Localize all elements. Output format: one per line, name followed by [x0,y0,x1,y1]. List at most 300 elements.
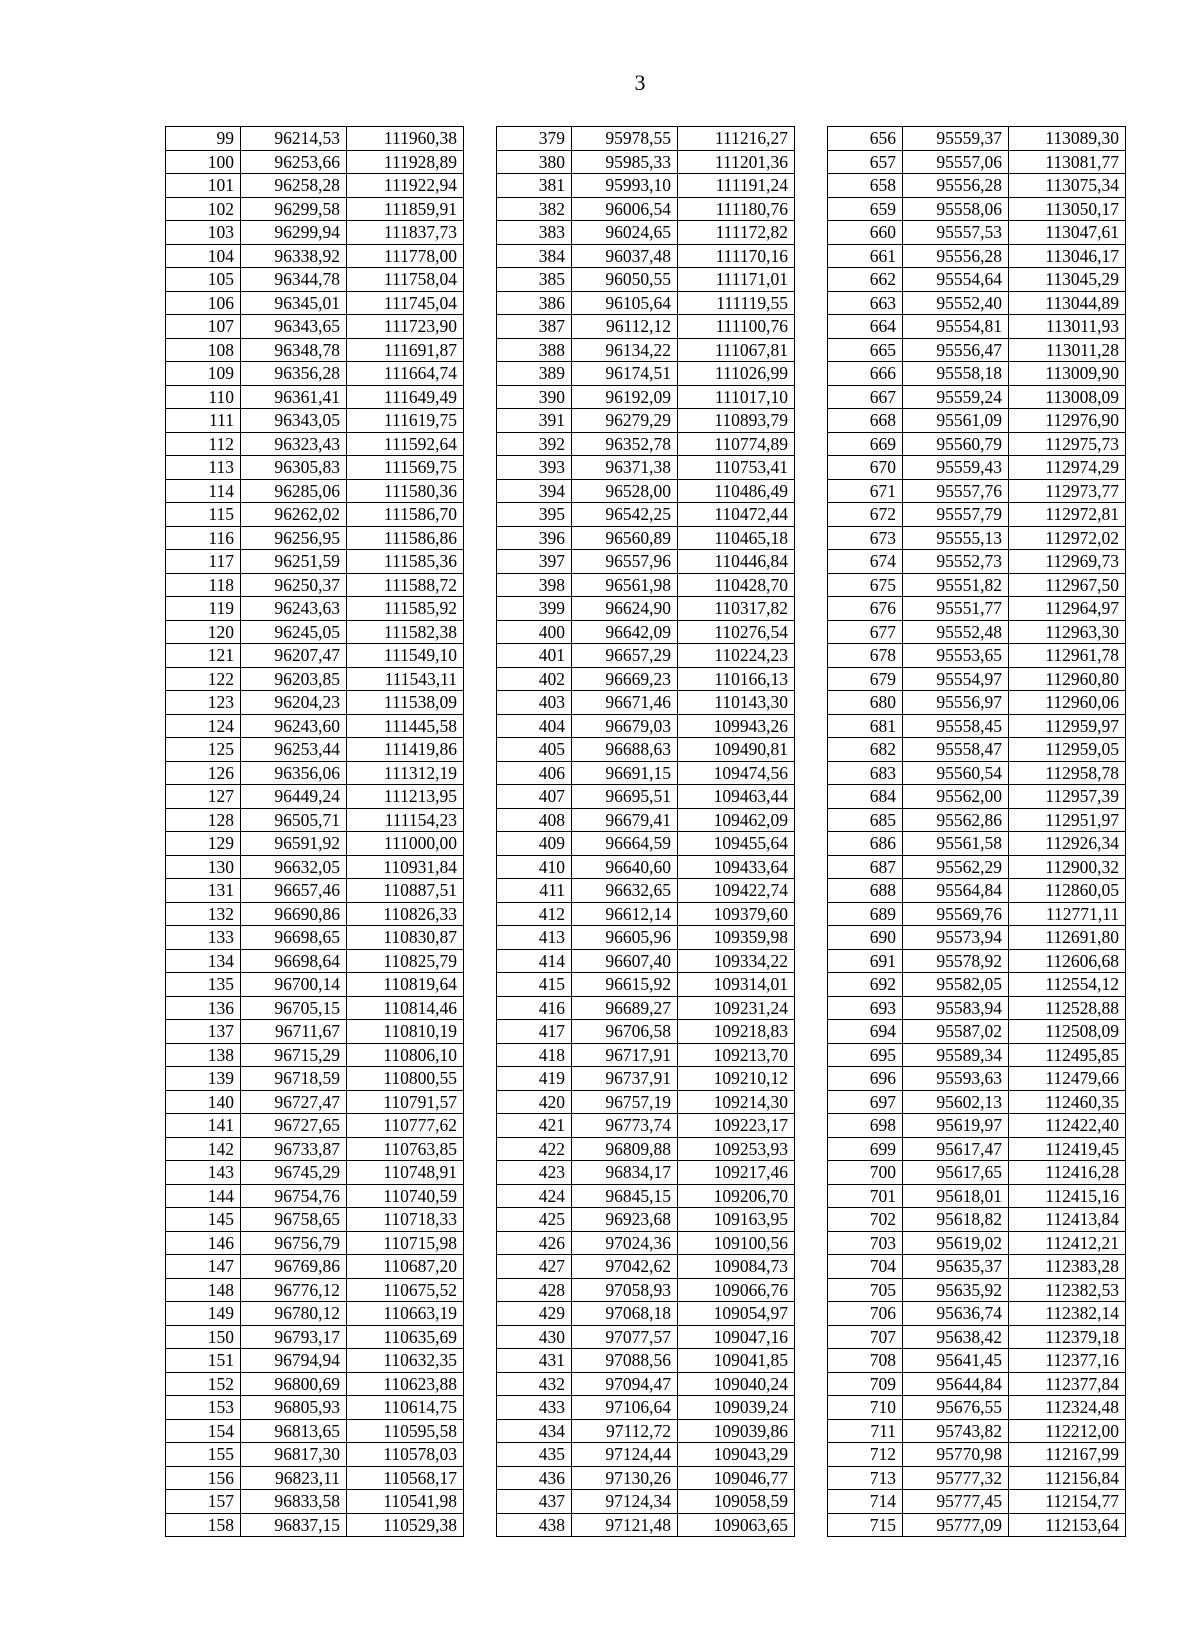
y-coordinate-cell: 110224,23 [678,644,795,668]
point-number-cell: 418 [497,1043,572,1067]
x-coordinate-cell: 96505,71 [241,808,347,832]
x-coordinate-cell: 96698,65 [241,926,347,950]
x-coordinate-cell: 96323,43 [241,432,347,456]
y-coordinate-cell: 111026,99 [678,362,795,386]
x-coordinate-cell: 96727,47 [241,1090,347,1114]
point-number-cell: 688 [828,879,903,903]
x-coordinate-cell: 95619,02 [903,1231,1009,1255]
point-number-cell: 419 [497,1067,572,1091]
point-number-cell: 695 [828,1043,903,1067]
y-coordinate-cell: 110777,62 [347,1114,464,1138]
x-coordinate-cell: 95573,94 [903,926,1009,950]
y-coordinate-cell: 109210,12 [678,1067,795,1091]
x-coordinate-cell: 96207,47 [241,644,347,668]
column-spacer [795,1208,828,1232]
point-number-cell: 416 [497,996,572,1020]
y-coordinate-cell: 109334,22 [678,949,795,973]
column-spacer [464,150,497,174]
y-coordinate-cell: 112691,80 [1009,926,1126,950]
y-coordinate-cell: 111586,70 [347,503,464,527]
x-coordinate-cell: 96591,92 [241,832,347,856]
y-coordinate-cell: 111745,04 [347,291,464,315]
column-spacer [464,1067,497,1091]
table-row [166,761,1126,785]
y-coordinate-cell: 110317,82 [678,597,795,621]
point-number-cell: 421 [497,1114,572,1138]
x-coordinate-cell: 96251,59 [241,550,347,574]
point-number-cell: 137 [166,1020,241,1044]
point-number-cell: 121 [166,644,241,668]
point-number-cell: 135 [166,973,241,997]
column-spacer [464,879,497,903]
y-coordinate-cell: 110595,58 [347,1419,464,1443]
x-coordinate-cell: 97124,34 [572,1490,678,1514]
point-number-cell: 420 [497,1090,572,1114]
point-number-cell: 130 [166,855,241,879]
x-coordinate-cell: 95558,47 [903,738,1009,762]
column-spacer [464,127,497,151]
y-coordinate-cell: 110687,20 [347,1255,464,1279]
y-coordinate-cell: 111588,72 [347,573,464,597]
x-coordinate-cell: 96711,67 [241,1020,347,1044]
column-spacer [795,973,828,997]
x-coordinate-cell: 95557,76 [903,479,1009,503]
x-coordinate-cell: 96624,90 [572,597,678,621]
column-spacer [795,785,828,809]
point-number-cell: 413 [497,926,572,950]
y-coordinate-cell: 111154,23 [347,808,464,832]
table-row [166,1137,1126,1161]
point-number-cell: 427 [497,1255,572,1279]
x-coordinate-cell: 96698,64 [241,949,347,973]
point-number-cell: 153 [166,1396,241,1420]
column-spacer [464,996,497,1020]
column-spacer [795,291,828,315]
point-number-cell: 433 [497,1396,572,1420]
point-number-cell: 140 [166,1090,241,1114]
y-coordinate-cell: 112964,97 [1009,597,1126,621]
point-number-cell: 670 [828,456,903,480]
point-number-cell: 388 [497,338,572,362]
table-row [166,268,1126,292]
table-row [166,197,1126,221]
column-spacer [464,761,497,785]
y-coordinate-cell: 110276,54 [678,620,795,644]
y-coordinate-cell: 109039,86 [678,1419,795,1443]
column-spacer [795,338,828,362]
point-number-cell: 385 [497,268,572,292]
y-coordinate-cell: 111216,27 [678,127,795,151]
y-coordinate-cell: 109163,95 [678,1208,795,1232]
point-number-cell: 115 [166,503,241,527]
table-row [166,1161,1126,1185]
table-row [166,1302,1126,1326]
column-spacer [464,174,497,198]
column-spacer [795,1020,828,1044]
table-row [166,667,1126,691]
point-number-cell: 401 [497,644,572,668]
column-spacer [464,1255,497,1279]
column-spacer [464,268,497,292]
x-coordinate-cell: 96253,44 [241,738,347,762]
table-row [166,1278,1126,1302]
y-coordinate-cell: 112974,29 [1009,456,1126,480]
table-row [166,1090,1126,1114]
point-number-cell: 700 [828,1161,903,1185]
point-number-cell: 694 [828,1020,903,1044]
x-coordinate-cell: 95552,73 [903,550,1009,574]
y-coordinate-cell: 112379,18 [1009,1325,1126,1349]
x-coordinate-cell: 95582,05 [903,973,1009,997]
column-spacer [795,620,828,644]
x-coordinate-cell: 95770,98 [903,1443,1009,1467]
column-spacer [795,315,828,339]
point-number-cell: 706 [828,1302,903,1326]
y-coordinate-cell: 112156,84 [1009,1466,1126,1490]
y-coordinate-cell: 112926,34 [1009,832,1126,856]
x-coordinate-cell: 96605,96 [572,926,678,950]
column-spacer [795,1513,828,1537]
x-coordinate-cell: 95554,81 [903,315,1009,339]
y-coordinate-cell: 112554,12 [1009,973,1126,997]
column-spacer [795,385,828,409]
x-coordinate-cell: 96343,05 [241,409,347,433]
x-coordinate-cell: 96203,85 [241,667,347,691]
x-coordinate-cell: 95558,45 [903,714,1009,738]
x-coordinate-cell: 97124,44 [572,1443,678,1467]
column-spacer [464,221,497,245]
table-row [166,785,1126,809]
point-number-cell: 389 [497,362,572,386]
x-coordinate-cell: 95777,45 [903,1490,1009,1514]
y-coordinate-cell: 113044,89 [1009,291,1126,315]
x-coordinate-cell: 96615,92 [572,973,678,997]
point-number-cell: 664 [828,315,903,339]
x-coordinate-cell: 96560,89 [572,526,678,550]
y-coordinate-cell: 109040,24 [678,1372,795,1396]
x-coordinate-cell: 96657,46 [241,879,347,903]
column-spacer [464,362,497,386]
y-coordinate-cell: 112900,32 [1009,855,1126,879]
x-coordinate-cell: 96134,22 [572,338,678,362]
point-number-cell: 436 [497,1466,572,1490]
x-coordinate-cell: 95557,53 [903,221,1009,245]
table-row [166,432,1126,456]
point-number-cell: 402 [497,667,572,691]
point-number-cell: 147 [166,1255,241,1279]
table-row [166,1325,1126,1349]
x-coordinate-cell: 96757,19 [572,1090,678,1114]
x-coordinate-cell: 95551,82 [903,573,1009,597]
x-coordinate-cell: 95617,65 [903,1161,1009,1185]
y-coordinate-cell: 109054,97 [678,1302,795,1326]
column-spacer [795,197,828,221]
y-coordinate-cell: 111543,11 [347,667,464,691]
y-coordinate-cell: 109206,70 [678,1184,795,1208]
point-number-cell: 686 [828,832,903,856]
point-number-cell: 687 [828,855,903,879]
column-spacer [795,761,828,785]
table-row [166,315,1126,339]
x-coordinate-cell: 96345,01 [241,291,347,315]
x-coordinate-cell: 95554,97 [903,667,1009,691]
column-spacer [795,503,828,527]
y-coordinate-cell: 112377,16 [1009,1349,1126,1373]
table-row [166,479,1126,503]
x-coordinate-cell: 95644,84 [903,1372,1009,1396]
x-coordinate-cell: 95578,92 [903,949,1009,973]
y-coordinate-cell: 111067,81 [678,338,795,362]
x-coordinate-cell: 96773,74 [572,1114,678,1138]
y-coordinate-cell: 111837,73 [347,221,464,245]
y-coordinate-cell: 109231,24 [678,996,795,1020]
y-coordinate-cell: 111778,00 [347,244,464,268]
column-spacer [464,526,497,550]
y-coordinate-cell: 111928,89 [347,150,464,174]
x-coordinate-cell: 96754,76 [241,1184,347,1208]
x-coordinate-cell: 95558,06 [903,197,1009,221]
y-coordinate-cell: 110748,91 [347,1161,464,1185]
x-coordinate-cell: 95641,45 [903,1349,1009,1373]
y-coordinate-cell: 111664,74 [347,362,464,386]
column-spacer [795,1114,828,1138]
y-coordinate-cell: 111586,86 [347,526,464,550]
point-number-cell: 394 [497,479,572,503]
x-coordinate-cell: 95564,84 [903,879,1009,903]
x-coordinate-cell: 95555,13 [903,526,1009,550]
x-coordinate-cell: 96371,38 [572,456,678,480]
x-coordinate-cell: 95560,79 [903,432,1009,456]
column-spacer [795,221,828,245]
y-coordinate-cell: 109213,70 [678,1043,795,1067]
point-number-cell: 682 [828,738,903,762]
point-number-cell: 384 [497,244,572,268]
x-coordinate-cell: 97024,36 [572,1231,678,1255]
column-spacer [464,1490,497,1514]
point-number-cell: 390 [497,385,572,409]
y-coordinate-cell: 110465,18 [678,526,795,550]
y-coordinate-cell: 109063,65 [678,1513,795,1537]
y-coordinate-cell: 109066,76 [678,1278,795,1302]
column-spacer [795,456,828,480]
column-spacer [795,1090,828,1114]
column-spacer [795,1278,828,1302]
x-coordinate-cell: 96632,65 [572,879,678,903]
point-number-cell: 108 [166,338,241,362]
column-spacer [795,1443,828,1467]
column-spacer [795,855,828,879]
x-coordinate-cell: 95635,37 [903,1255,1009,1279]
y-coordinate-cell: 111960,38 [347,127,464,151]
point-number-cell: 112 [166,432,241,456]
table-row [166,127,1126,151]
y-coordinate-cell: 109379,60 [678,902,795,926]
point-number-cell: 671 [828,479,903,503]
x-coordinate-cell: 95777,32 [903,1466,1009,1490]
point-number-cell: 110 [166,385,241,409]
table-row [166,808,1126,832]
y-coordinate-cell: 113011,28 [1009,338,1126,362]
y-coordinate-cell: 110718,33 [347,1208,464,1232]
column-spacer [795,714,828,738]
y-coordinate-cell: 111592,64 [347,432,464,456]
point-number-cell: 426 [497,1231,572,1255]
y-coordinate-cell: 110887,51 [347,879,464,903]
point-number-cell: 116 [166,526,241,550]
x-coordinate-cell: 96258,28 [241,174,347,198]
x-coordinate-cell: 96024,65 [572,221,678,245]
y-coordinate-cell: 111649,49 [347,385,464,409]
column-spacer [795,150,828,174]
y-coordinate-cell: 111000,00 [347,832,464,856]
point-number-cell: 150 [166,1325,241,1349]
point-number-cell: 438 [497,1513,572,1537]
y-coordinate-cell: 112951,97 [1009,808,1126,832]
x-coordinate-cell: 96528,00 [572,479,678,503]
point-number-cell: 662 [828,268,903,292]
x-coordinate-cell: 96756,79 [241,1231,347,1255]
table-row [166,503,1126,527]
point-number-cell: 423 [497,1161,572,1185]
column-spacer [795,409,828,433]
x-coordinate-cell: 95559,24 [903,385,1009,409]
column-spacer [464,832,497,856]
y-coordinate-cell: 112154,77 [1009,1490,1126,1514]
x-coordinate-cell: 95554,64 [903,268,1009,292]
point-number-cell: 103 [166,221,241,245]
x-coordinate-cell: 96245,05 [241,620,347,644]
column-spacer [795,432,828,456]
point-number-cell: 408 [497,808,572,832]
y-coordinate-cell: 112958,78 [1009,761,1126,785]
column-spacer [464,409,497,433]
table-row [166,879,1126,903]
y-coordinate-cell: 112961,78 [1009,644,1126,668]
y-coordinate-cell: 111723,90 [347,315,464,339]
point-number-cell: 437 [497,1490,572,1514]
column-spacer [795,127,828,151]
y-coordinate-cell: 111619,75 [347,409,464,433]
table-row [166,1184,1126,1208]
point-number-cell: 154 [166,1419,241,1443]
x-coordinate-cell: 95556,97 [903,691,1009,715]
point-number-cell: 145 [166,1208,241,1232]
x-coordinate-cell: 97042,62 [572,1255,678,1279]
table-row [166,1067,1126,1091]
column-spacer [464,1184,497,1208]
column-spacer [464,338,497,362]
y-coordinate-cell: 112771,11 [1009,902,1126,926]
point-number-cell: 143 [166,1161,241,1185]
y-coordinate-cell: 111585,36 [347,550,464,574]
x-coordinate-cell: 96361,41 [241,385,347,409]
column-spacer [795,949,828,973]
x-coordinate-cell: 97068,18 [572,1302,678,1326]
table-row [166,855,1126,879]
point-number-cell: 99 [166,127,241,151]
table-row [166,1419,1126,1443]
table-row [166,362,1126,386]
x-coordinate-cell: 96632,05 [241,855,347,879]
y-coordinate-cell: 113089,30 [1009,127,1126,151]
point-number-cell: 684 [828,785,903,809]
column-spacer [464,1443,497,1467]
column-spacer [795,691,828,715]
y-coordinate-cell: 109100,56 [678,1231,795,1255]
y-coordinate-cell: 110446,84 [678,550,795,574]
point-number-cell: 675 [828,573,903,597]
point-number-cell: 397 [497,550,572,574]
point-number-cell: 139 [166,1067,241,1091]
column-spacer [795,573,828,597]
column-spacer [795,1466,828,1490]
point-number-cell: 714 [828,1490,903,1514]
point-number-cell: 391 [497,409,572,433]
x-coordinate-cell: 96733,87 [241,1137,347,1161]
point-number-cell: 707 [828,1325,903,1349]
table-row [166,573,1126,597]
column-spacer [795,597,828,621]
y-coordinate-cell: 110635,69 [347,1325,464,1349]
table-row [166,1231,1126,1255]
column-spacer [464,1090,497,1114]
x-coordinate-cell: 96037,48 [572,244,678,268]
x-coordinate-cell: 96800,69 [241,1372,347,1396]
point-number-cell: 138 [166,1043,241,1067]
y-coordinate-cell: 110486,49 [678,479,795,503]
column-spacer [464,644,497,668]
x-coordinate-cell: 96607,40 [572,949,678,973]
column-spacer [464,1278,497,1302]
x-coordinate-cell: 95777,09 [903,1513,1009,1537]
column-spacer [464,855,497,879]
column-spacer [795,667,828,691]
column-spacer [795,1490,828,1514]
x-coordinate-cell: 96343,65 [241,315,347,339]
point-number-cell: 152 [166,1372,241,1396]
y-coordinate-cell: 110663,19 [347,1302,464,1326]
point-number-cell: 411 [497,879,572,903]
table-row [166,1020,1126,1044]
y-coordinate-cell: 110472,44 [678,503,795,527]
point-number-cell: 661 [828,244,903,268]
point-number-cell: 102 [166,197,241,221]
x-coordinate-cell: 96256,95 [241,526,347,550]
table-row [166,1114,1126,1138]
point-number-cell: 658 [828,174,903,198]
point-number-cell: 405 [497,738,572,762]
y-coordinate-cell: 111119,55 [678,291,795,315]
y-coordinate-cell: 113050,17 [1009,197,1126,221]
table-row [166,526,1126,550]
y-coordinate-cell: 113047,61 [1009,221,1126,245]
y-coordinate-cell: 110806,10 [347,1043,464,1067]
y-coordinate-cell: 112973,77 [1009,479,1126,503]
point-number-cell: 144 [166,1184,241,1208]
x-coordinate-cell: 96006,54 [572,197,678,221]
y-coordinate-cell: 110623,88 [347,1372,464,1396]
point-number-cell: 124 [166,714,241,738]
column-spacer [464,479,497,503]
point-number-cell: 142 [166,1137,241,1161]
y-coordinate-cell: 112422,40 [1009,1114,1126,1138]
point-number-cell: 151 [166,1349,241,1373]
column-spacer [464,691,497,715]
column-spacer [464,620,497,644]
table-row [166,738,1126,762]
column-spacer [795,362,828,386]
point-number-cell: 381 [497,174,572,198]
